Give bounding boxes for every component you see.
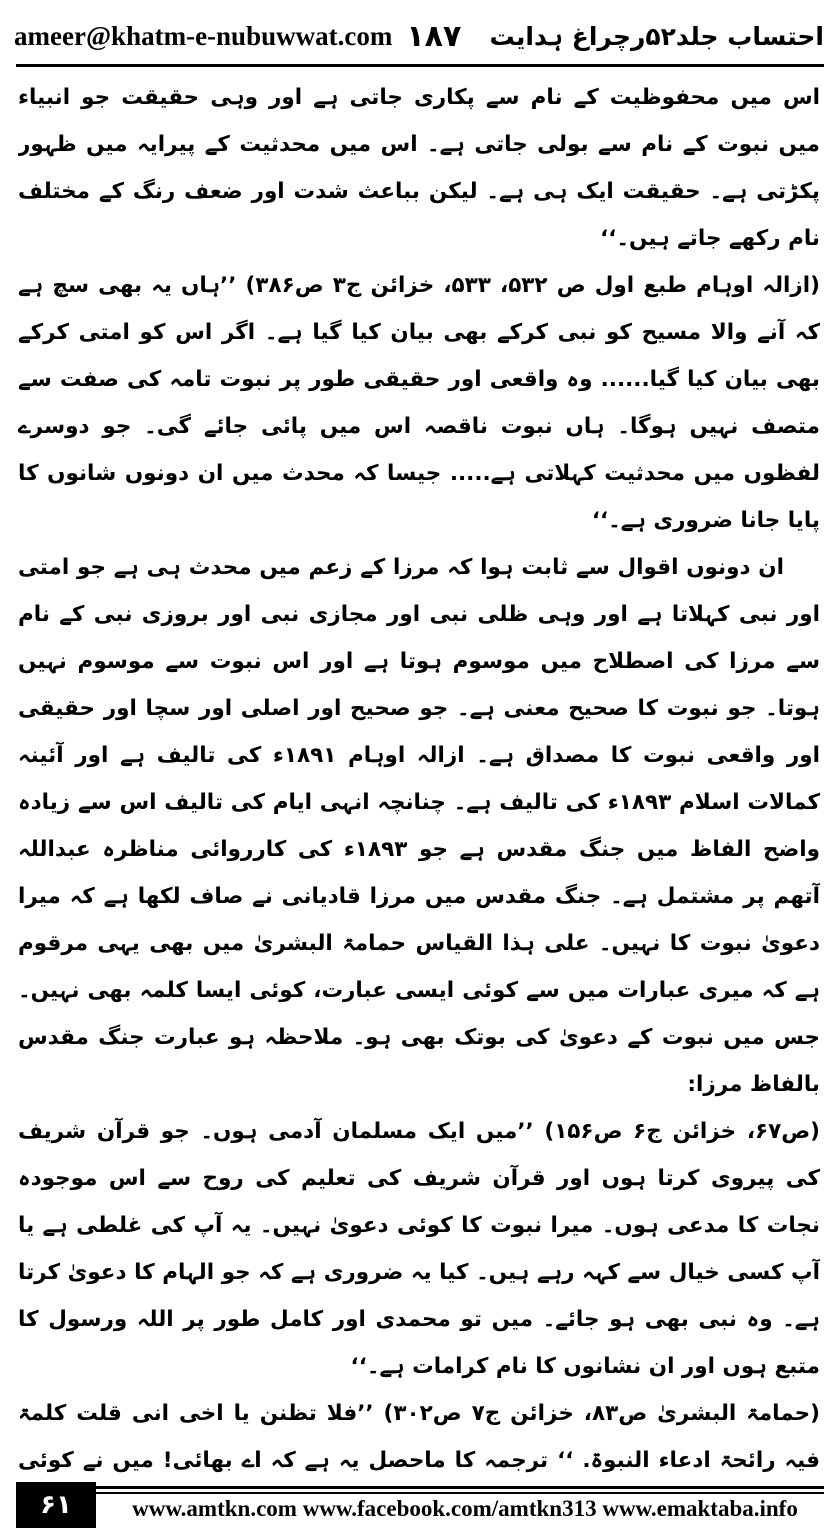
header-page-number: ۱۸۷ <box>406 18 462 54</box>
paragraph-2: (ازالہ اوہام طبع اول ص ۵۳۲، ۵۳۳، خزائن ج۳ ص۳۸۶) ’’ہاں یہ بھی سچ ہے کہ آنے والا مسیح کو نبی کرکے بھی بیان کیا گیا ہے۔ اگر اس کو امتی کرکے بھی بیان کیا گیا...... وہ واقعی اور حقیقی طور پر نبوت تامہ کی صفت سے متصف نہیں ہوگا۔ ہاں نبوت ناقصہ اس میں پائی جائے گی۔ جو دوسرے لفظوں میں محدثیت کہلاتی ہے..... جیسا کہ محدث میں ان دونوں شانوں کا پایا جانا ضروری ہے۔‘‘ <box>18 273 820 533</box>
footer-folio-number: ۶۱ <box>16 1482 96 1528</box>
footer-rule-top <box>16 1486 824 1489</box>
paragraph-5: (حمامۃ البشریٰ ص۸۳، خزائن ج۷ ص۳۰۲) ’’فلا تظنن یا اخی انی قلت کلمۃ فیہ رائحۃ ادعاء النبوۃ. ‘‘ ترجمہ کا ماحصل یہ ہے کہ اے بھائی! میں نے کوئی <box>18 1401 820 1473</box>
page-footer <box>16 1482 824 1532</box>
header-left <box>14 19 461 54</box>
footer-rule-bottom <box>16 1492 824 1494</box>
page-body <box>18 74 820 1476</box>
page-header <box>14 10 824 62</box>
footer-website-links: www.amtkn.com www.facebook.com/amtkn313 www.emaktaba.info <box>132 1496 798 1521</box>
paragraph-4: (ص۶۷، خزائن ج۶ ص۱۵۶) ’’میں ایک مسلمان آدمی ہوں۔ جو قرآن شریف کی پیروی کرتا ہوں اور قرآن شریف کی تعلیم کی روح سے اس موجودہ نجات کا مدعی ہوں۔ میرا نبوت کا کوئی دعویٰ نہیں۔ یہ آپ کی غلطی ہے یا آپ کسی خیال سے کہہ رہے ہیں۔ کیا یہ ضروری ہے کہ جو الہام کا دعویٰ کرتا ہے۔ وہ نبی بھی ہو جائے۔ میں تو محمدی اور کامل طور پر اللہ ورسول کا متبع ہوں اور ان نشانوں کا نام کرامات ہے۔‘‘ <box>18 1119 820 1379</box>
header-book-title: احتساب جلد۵۲رچراغ ہدایت <box>489 21 824 51</box>
paragraph-3: ان دونوں اقوال سے ثابت ہوا کہ مرزا کے زعم میں محدث ہی ہے جو امتی اور نبی کہلاتا ہے اور وہی ظلی نبی اور مجازی نبی اور بروزی نبی کے نام سے مرزا کی اصطلاح میں موسوم ہوتا ہے اور اس نبوت سے موسوم نہیں ہوتا۔ جو نبوت کا صحیح معنی ہے۔ جو صحیح اور اصلی اور سچا اور حقیقی اور واقعی نبوت کا مصداق ہے۔ ازالہ اوہام ۱۸۹۱ء کی تالیف ہے اور آئینہ کمالات اسلام ۱۸۹۳ء کی تالیف ہے۔ چنانچہ انہی ایام کی تالیف اس سے زیادہ واضح الفاظ میں جنگ مقدس ہے جو ۱۸۹۳ء کی کارروائی مناظرہ عبداللہ آتھم پر مشتمل ہے۔ جنگ مقدس میں مرزا قادیانی نے صاف لکھا ہے کہ میرا دعویٰ نبوت کا نہیں۔ علی ہذا القیاس حمامۃ البشریٰ میں بھی یہی مرقوم ہے کہ میری عبارات میں سے کوئی ایسی عبارت، کوئی ایسا کلمہ بھی نہیں۔ جس میں نبوت کے دعویٰ کی بوتک بھی ہو۔ ملاحظہ ہو عبارت جنگ مقدس بالفاظ مرزا: <box>18 555 820 1097</box>
paragraph-1: اس میں محفوظیت کے نام سے پکاری جاتی ہے اور وہی حقیقت جو انبیاء میں نبوت کے نام سے بولی جاتی ہے۔ اس میں محدثیت کے پیرایہ میں ظہور پکڑتی ہے۔ حقیقت ایک ہی ہے۔ لیکن بباعث شدت اور ضعف رنگ کے مختلف نام رکھے جاتے ہیں۔‘‘ <box>18 85 820 251</box>
header-rule <box>16 64 824 67</box>
header-email: ameer@khatm-e-nubuwwat.com <box>14 20 393 51</box>
